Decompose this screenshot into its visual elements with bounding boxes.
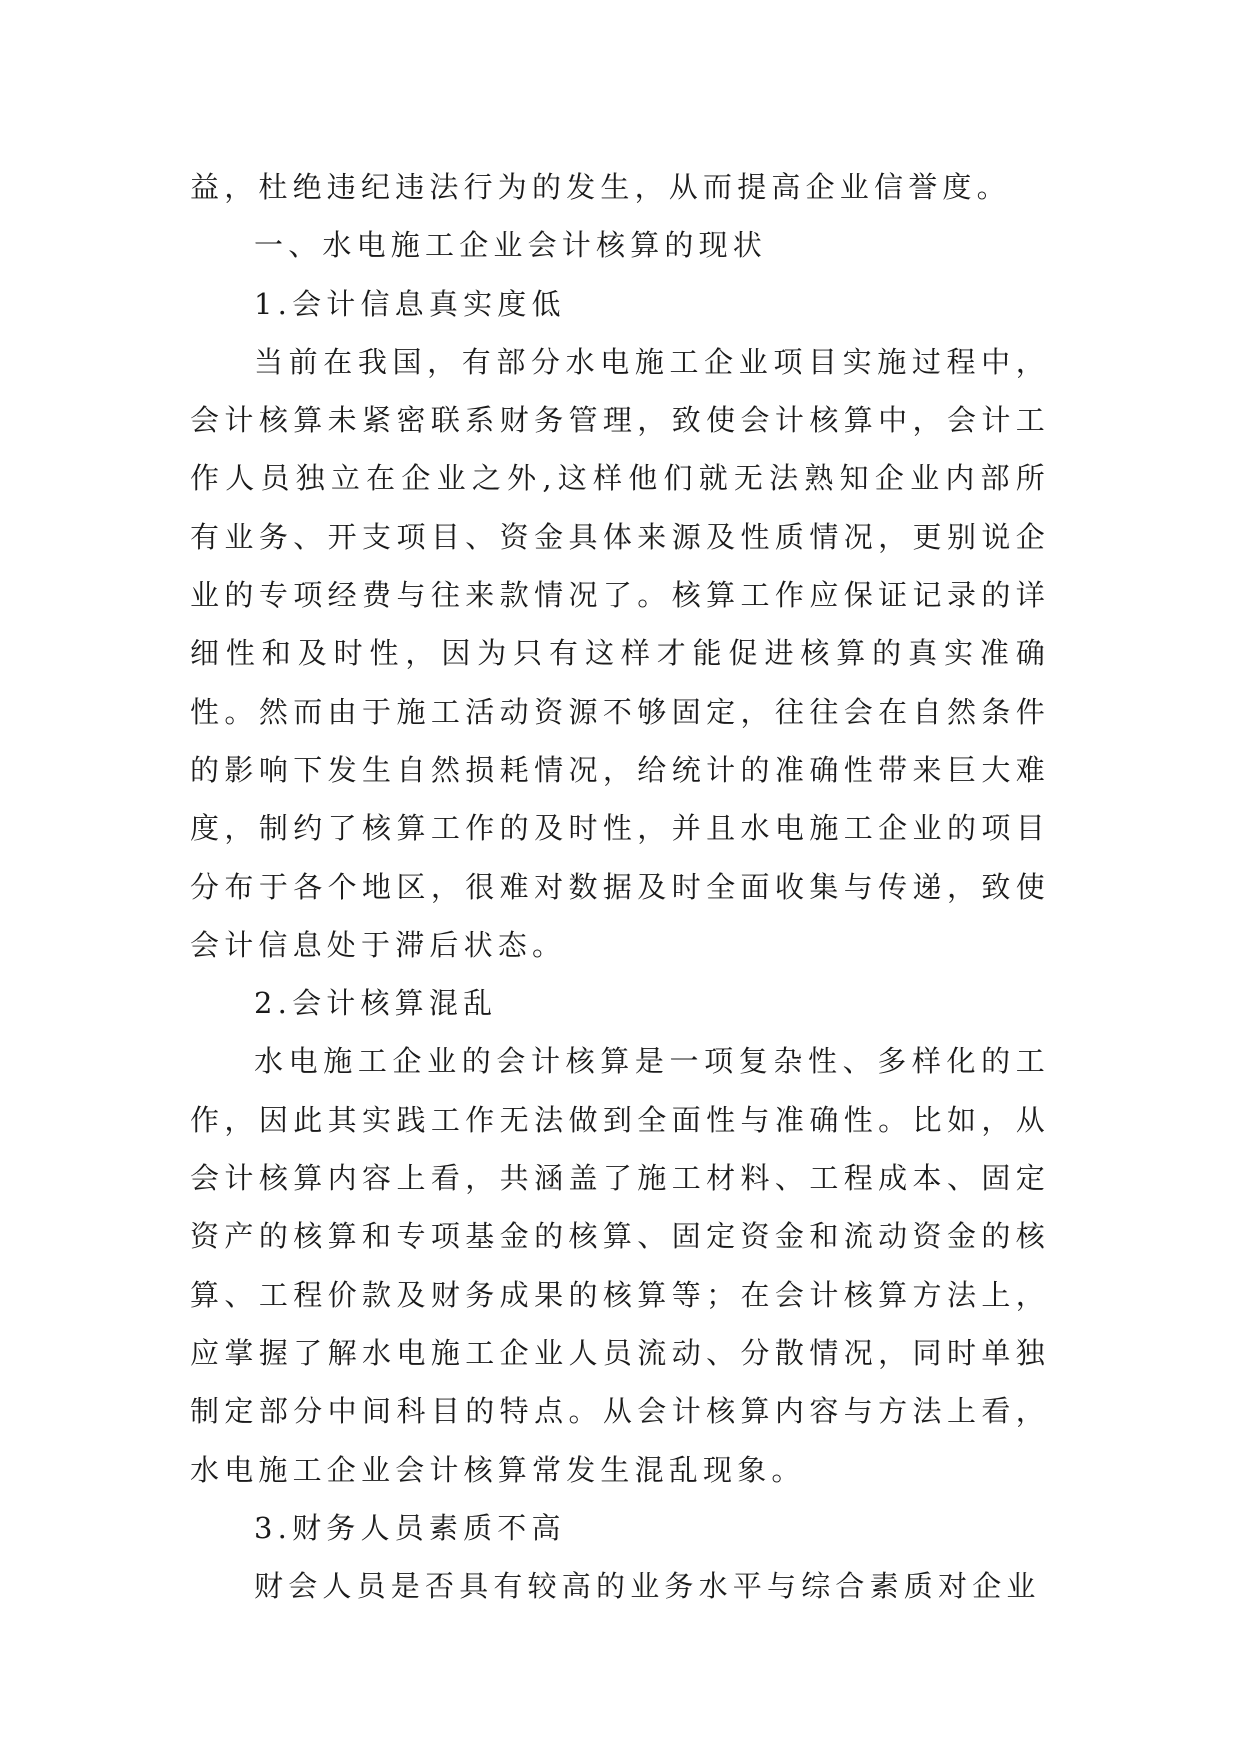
paragraph-1: 当前在我国，有部分水电施工企业项目实施过程中，会计核算未紧密联系财务管理，致使会计核算中，会计工作人员独立在企业之外,这样他们就无法熟知企业内部所有业务、开支项目、资金具体来源及性质情况，更别说企业的专项经费与往来款情况了。核算工作应保证记录的详细性和及时性，因为只有这样才能促进核算的真实准确性。然而由于施工活动资源不够固定，往往会在自然条件的影响下发生自然损耗情况，给统计的准确性带来巨大难度，制约了核算工作的及时性，并且水电施工企业的项目分布于各个地区，很难对数据及时全面收集与传递，致使会计信息处于滞后状态。 <box>190 344 1050 962</box>
paragraph-3: 财会人员是否具有较高的业务水平与综合素质对企业 <box>254 1569 1041 1604</box>
subsection-heading-1: 1.会计信息真实度低 <box>254 286 566 321</box>
section-heading: 一、水电施工企业会计核算的现状 <box>254 228 768 263</box>
subsection-heading-2: 2.会计核算混乱 <box>254 986 498 1021</box>
subsection-heading-3: 3.财务人员素质不高 <box>254 1510 566 1545</box>
paragraph-continuation: 益，杜绝违纪违法行为的发生，从而提高企业信誉度。 <box>190 170 1011 204</box>
document-body <box>190 158 1050 1615</box>
paragraph-2: 水电施工企业的会计核算是一项复杂性、多样化的工作，因此其实践工作无法做到全面性与准确性。比如，从会计核算内容上看，共涵盖了施工材料、工程成本、固定资产的核算和专项基金的核算、固定资金和流动资金的核算、工程价款及财务成果的核算等；在会计核算方法上，应掌握了解水电施工企业人员流动、分散情况，同时单独制定部分中间科目的特点。从会计核算内容与方法上看，水电施工企业会计核算常发生混乱现象。 <box>190 1044 1050 1487</box>
